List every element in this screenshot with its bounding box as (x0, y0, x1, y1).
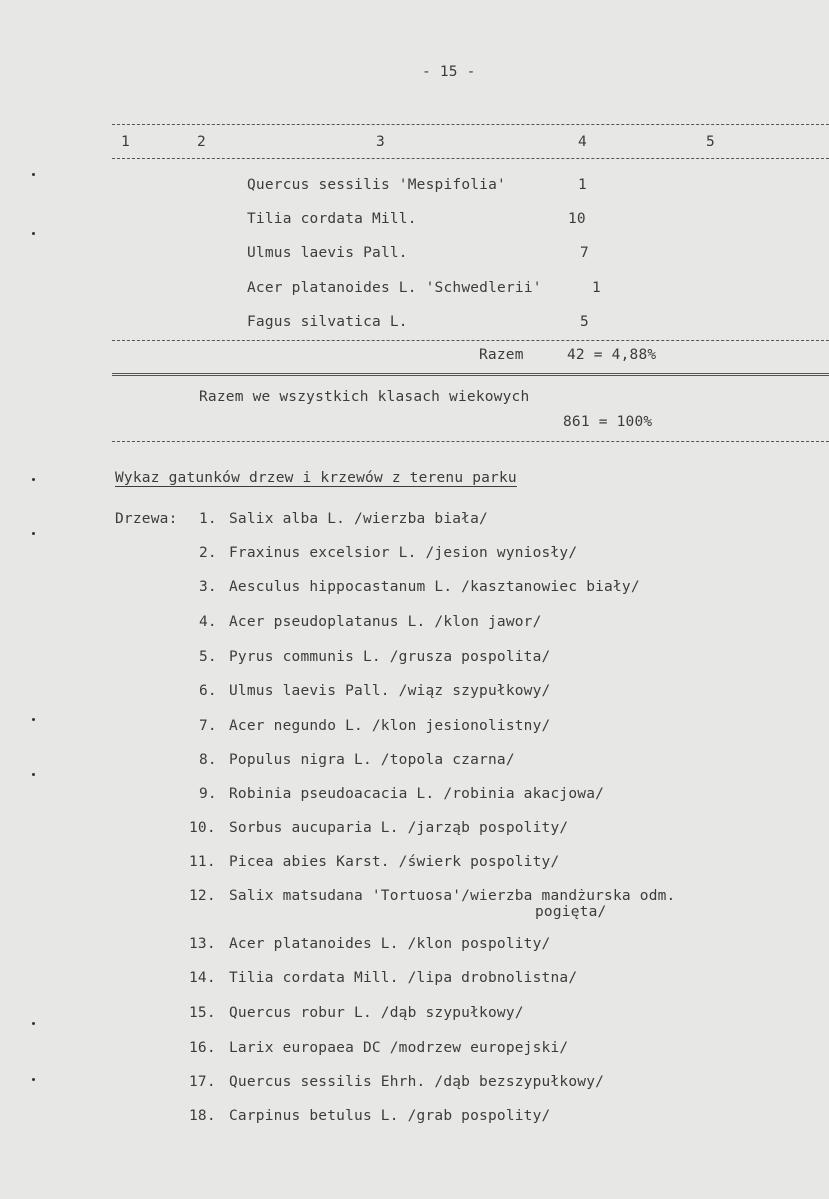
list-item: Fraxinus excelsior L. /jesion wyniosły/ (229, 545, 578, 561)
list-item: Quercus sessilis Ehrh. /dąb bezszypułkowy/ (229, 1074, 605, 1090)
list-item-number: 1. (199, 511, 217, 527)
list-item: Acer platanoides L. /klon pospolity/ (229, 936, 551, 952)
table-row-name: Quercus sessilis 'Mespifolia' (247, 177, 506, 193)
list-item-number: 14. (189, 970, 216, 986)
table-bottom-rule (112, 441, 829, 442)
list-item: Salix matsudana 'Tortuosa'/wierzba mandżurska odm. (229, 888, 676, 904)
subtotal-rule (112, 340, 829, 341)
table-row-count: 1 (578, 177, 587, 193)
table-row-name: Fagus silvatica L. (247, 314, 408, 330)
list-item-number: 3. (199, 579, 217, 595)
list-item: Quercus robur L. /dąb szypułkowy/ (229, 1005, 524, 1021)
table-row-name: Ulmus laevis Pall. (247, 245, 408, 261)
table-row-count: 7 (580, 245, 589, 261)
table-row-count: 10 (568, 211, 586, 227)
list-item-number: 15. (189, 1005, 216, 1021)
table-row-count: 5 (580, 314, 589, 330)
margin-dot (32, 478, 35, 481)
list-item-number: 9. (199, 786, 217, 802)
list-item-number: 18. (189, 1108, 216, 1124)
species-heading: Wykaz gatunków drzew i krzewów z terenu parku (115, 470, 517, 486)
list-item: Populus nigra L. /topola czarna/ (229, 752, 515, 768)
page-number: - 15 - (422, 64, 476, 80)
list-item: Tilia cordata Mill. /lipa drobnolistna/ (229, 970, 578, 986)
list-item-number: 13. (189, 936, 216, 952)
margin-dot (32, 232, 35, 235)
margin-dot (32, 718, 35, 721)
subtotal-value: 42 = 4,88% (567, 347, 657, 363)
trees-label: Drzewa: (115, 511, 178, 527)
list-item: Salix alba L. /wierzba biała/ (229, 511, 488, 527)
list-item-number: 5. (199, 649, 217, 665)
list-item: Picea abies Karst. /świerk pospolity/ (229, 854, 560, 870)
table-header-rule (112, 158, 829, 159)
grand-total-label: Razem we wszystkich klasach wiekowych (199, 389, 530, 405)
list-item-number: 11. (189, 854, 216, 870)
list-item-number: 4. (199, 614, 217, 630)
list-item-number: 7. (199, 718, 217, 734)
grand-total-value: 861 = 100% (563, 414, 653, 430)
column-number-5: 5 (706, 134, 715, 150)
list-item-number: 12. (189, 888, 216, 904)
list-item: Larix europaea DC /modrzew europejski/ (229, 1040, 569, 1056)
list-item: Acer negundo L. /klon jesionolistny/ (229, 718, 551, 734)
margin-dot (32, 173, 35, 176)
column-number-4: 4 (578, 134, 587, 150)
subtotal-label: Razem (479, 347, 524, 363)
table-top-rule (112, 124, 829, 125)
table-row-count: 1 (592, 280, 601, 296)
column-number-2: 2 (197, 134, 206, 150)
list-item: Pyrus communis L. /grusza pospolita/ (229, 649, 551, 665)
list-item-number: 17. (189, 1074, 216, 1090)
margin-dot (32, 773, 35, 776)
margin-dot (32, 1078, 35, 1081)
column-number-3: 3 (376, 134, 385, 150)
list-item-continuation: pogięta/ (535, 904, 607, 920)
column-number-1: 1 (121, 134, 130, 150)
list-item: Robinia pseudoacacia L. /robinia akacjowa/ (229, 786, 605, 802)
margin-dot (32, 1022, 35, 1025)
table-row-name: Acer platanoides L. 'Schwedlerii' (247, 280, 542, 296)
margin-dot (32, 532, 35, 535)
list-item-number: 8. (199, 752, 217, 768)
table-row-name: Tilia cordata Mill. (247, 211, 417, 227)
list-item-number: 16. (189, 1040, 216, 1056)
list-item-number: 2. (199, 545, 217, 561)
list-item: Carpinus betulus L. /grab pospolity/ (229, 1108, 551, 1124)
list-item-number: 10. (189, 820, 216, 836)
list-item: Acer pseudoplatanus L. /klon jawor/ (229, 614, 542, 630)
list-item: Ulmus laevis Pall. /wiąz szypułkowy/ (229, 683, 551, 699)
list-item-number: 6. (199, 683, 217, 699)
double-rule (112, 373, 829, 376)
list-item: Aesculus hippocastanum L. /kasztanowiec biały/ (229, 579, 640, 595)
list-item: Sorbus aucuparia L. /jarząb pospolity/ (229, 820, 569, 836)
